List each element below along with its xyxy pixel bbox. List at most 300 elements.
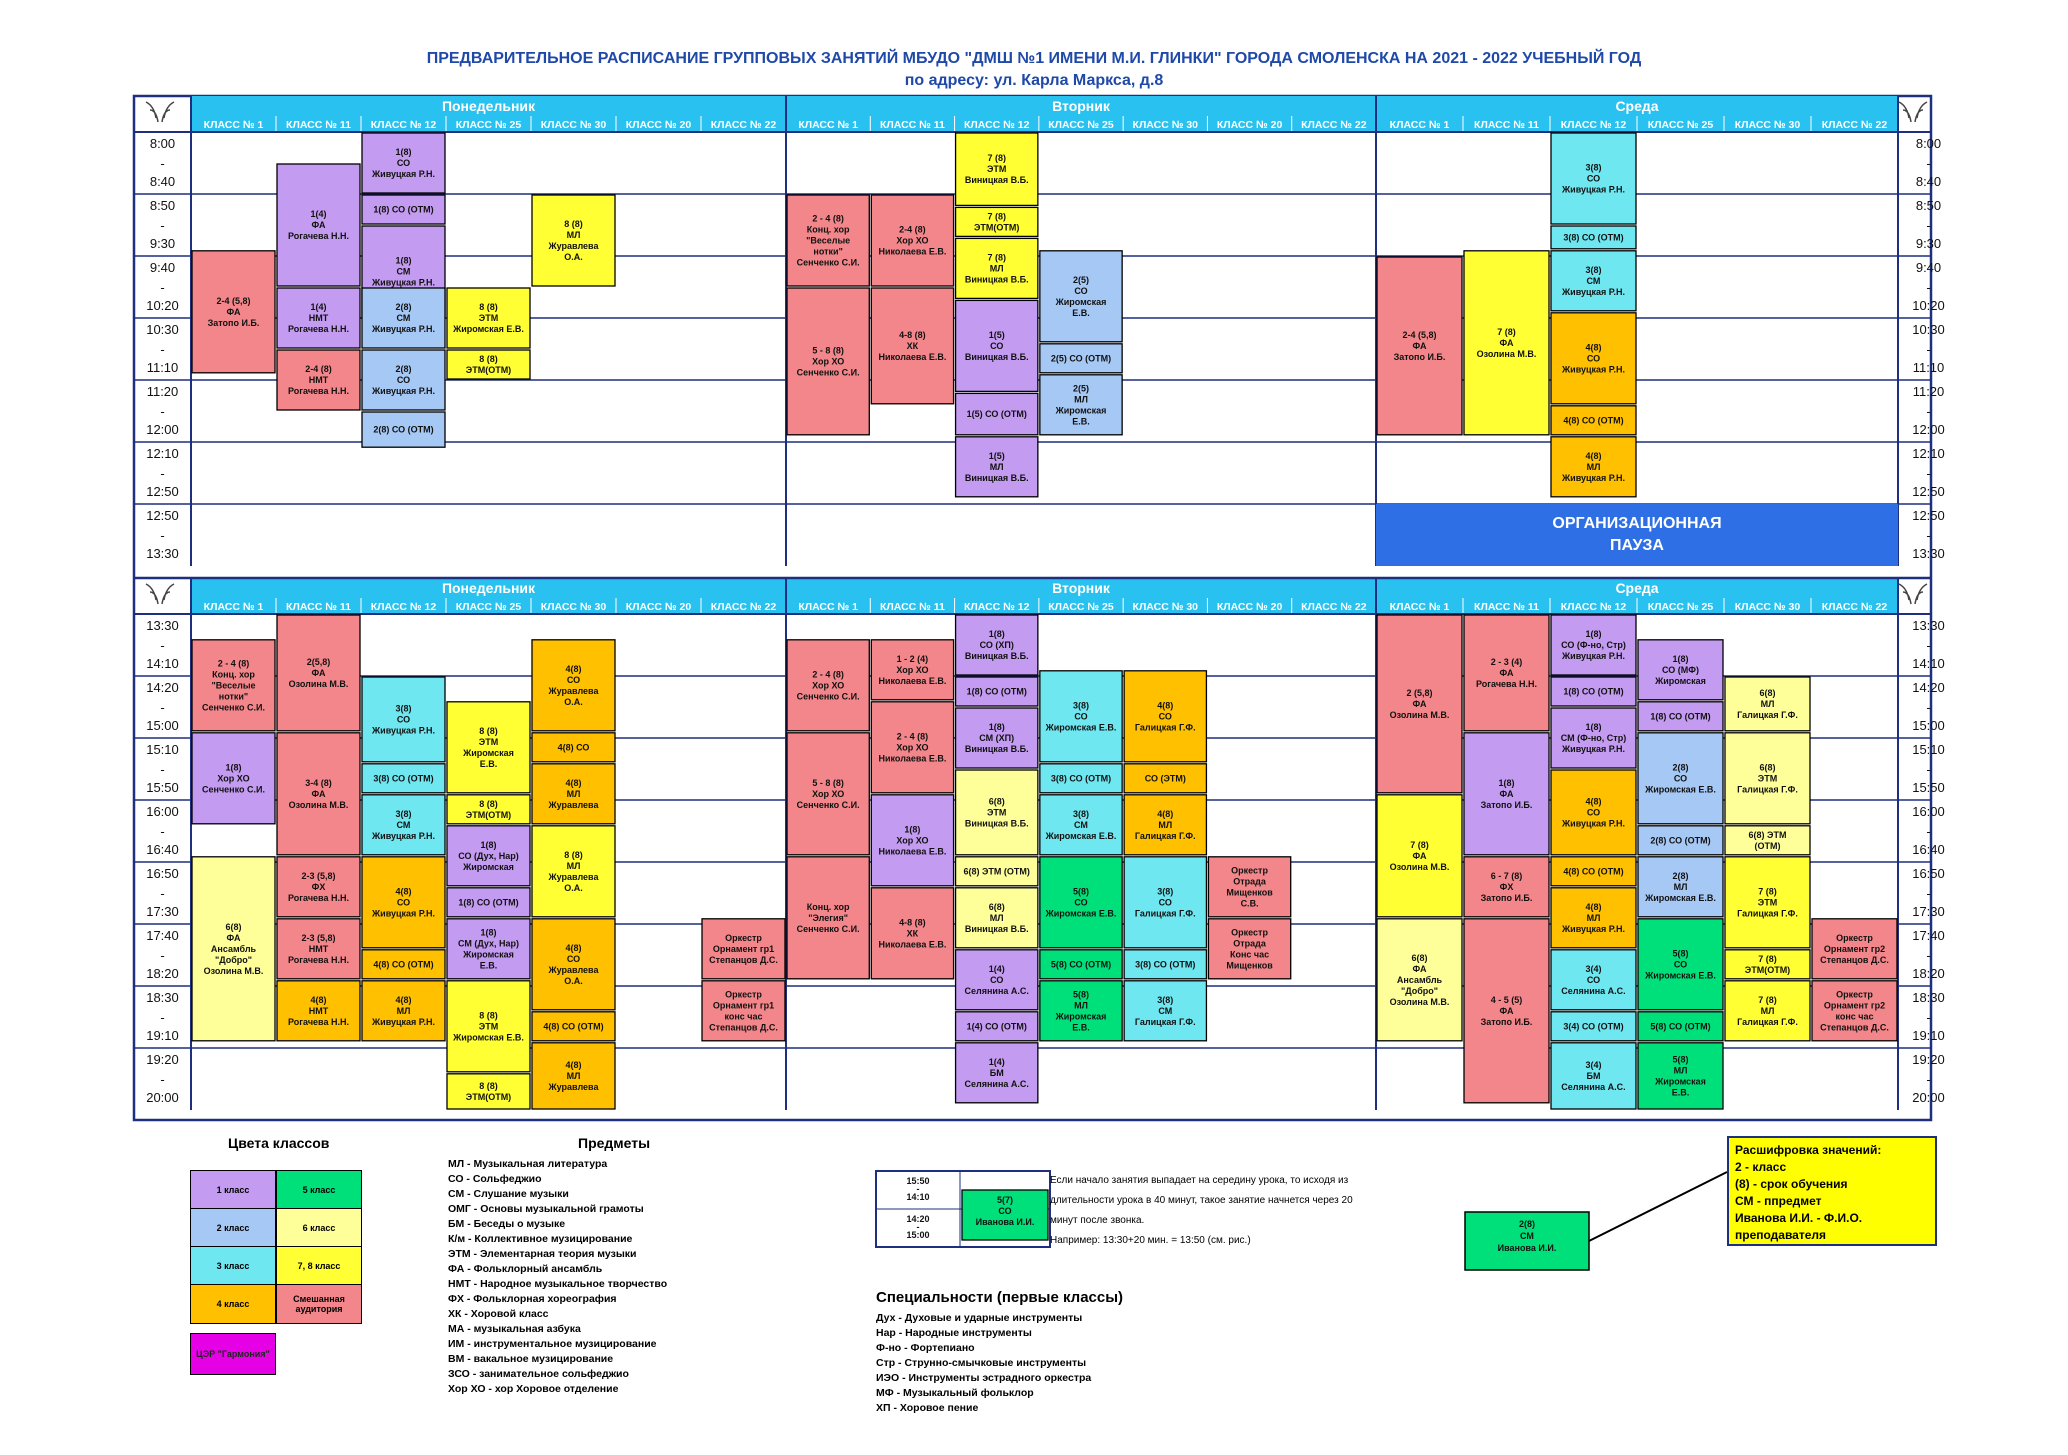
lesson-label: ФА xyxy=(311,788,326,799)
lesson-label: Журавлева xyxy=(548,871,599,882)
lesson-label: Николаева Е.В. xyxy=(878,675,947,686)
angel-icon-path xyxy=(146,584,174,604)
time-start-label: 11:20 xyxy=(1912,384,1945,399)
lesson-label: МЛ xyxy=(566,1070,581,1081)
lesson-label: Затопо И.Б. xyxy=(207,317,260,328)
sample-block-label: Иванова И.И. xyxy=(1497,1243,1557,1253)
lesson-label: 5 - 8 (8) xyxy=(812,345,844,356)
lesson-label: Озолина М.В. xyxy=(288,678,349,689)
lesson-label: 5 - 8 (8) xyxy=(812,777,844,788)
subject-item: МЛ - Музыкальная литература xyxy=(448,1158,608,1170)
time-start-label: 11:20 xyxy=(146,384,179,399)
lesson-label: Селянина А.С. xyxy=(964,985,1029,996)
example-time: - xyxy=(916,1222,920,1232)
lesson-label: 8 (8) xyxy=(564,219,583,229)
subject-item: ИМ - инструментальное музицирование xyxy=(448,1338,657,1350)
lesson-label: ФХ xyxy=(311,881,326,892)
lesson-label: 1(4) СО (ОТМ) xyxy=(966,1021,1027,1032)
time-dash: - xyxy=(1926,156,1931,171)
room-header-top: КЛАСС № 12 xyxy=(370,119,437,131)
angel-icon-path xyxy=(146,102,174,122)
lesson-label: 2 - 4 (8) xyxy=(812,669,844,680)
lesson-label: 4(8) xyxy=(1585,901,1602,912)
lesson-label: нотки" xyxy=(813,246,843,257)
room-header-bottom: КЛАСС № 20 xyxy=(625,601,692,613)
time-start-label: 9:40 xyxy=(1915,260,1942,275)
time-end-label: 15:00 xyxy=(146,718,179,733)
time-dash: - xyxy=(160,762,165,777)
lesson-label: МЛ xyxy=(989,263,1004,274)
lesson-label: 2 - 4 (8) xyxy=(812,213,844,224)
lesson-label: 1(8) СО (ОТМ) xyxy=(373,204,434,215)
lesson-label: СО xyxy=(396,897,411,908)
lesson-label: ФА xyxy=(1412,698,1427,709)
time-end-label: 12:00 xyxy=(1912,422,1945,437)
time-dash: - xyxy=(1926,466,1931,481)
time-end-label: 17:30 xyxy=(146,904,179,919)
lesson-label: 3(4) xyxy=(1585,1059,1602,1070)
lesson-label: 2(8) xyxy=(1672,870,1689,881)
example-block-label: Иванова И.И. xyxy=(975,1217,1035,1227)
lesson-label: 4(8) xyxy=(310,994,327,1005)
lesson-label: СО xyxy=(1074,897,1088,908)
room-header-top: КЛАСС № 25 xyxy=(1647,119,1714,131)
decode-line: Иванова И.И. - Ф.И.О. xyxy=(1735,1211,1863,1225)
lesson-label: "Добро" xyxy=(1400,985,1439,996)
lesson-label: Селянина А.С. xyxy=(1561,1081,1626,1092)
lesson-label: 2(8) xyxy=(1672,762,1689,773)
lesson-label: нотки" xyxy=(218,691,249,702)
lesson-label: 1(8) xyxy=(395,255,412,266)
lesson-label: Озолина М.В. xyxy=(1389,709,1450,720)
time-start-label: 15:10 xyxy=(146,742,179,757)
lesson-label: 1 - 2 (4) xyxy=(896,653,929,664)
lesson-label: Жиромская xyxy=(463,949,514,960)
lesson-label: Озолина М.В. xyxy=(1389,861,1450,872)
lesson-label: 6(8) xyxy=(1759,687,1776,698)
lesson-label: Журавлева xyxy=(548,685,599,696)
time-start-label: 12:10 xyxy=(1912,446,1945,461)
lesson-label: 3(4) СО (ОТМ) xyxy=(1563,1021,1624,1032)
lesson-label: 1(5) СО (ОТМ) xyxy=(966,409,1027,420)
lesson-label: МЛ xyxy=(566,860,581,871)
angel-icon-path xyxy=(1899,102,1927,122)
lesson-label: Жиромская Е.В. xyxy=(1645,784,1716,795)
lesson-label: (ОТМ) xyxy=(1754,840,1781,851)
lesson-label: СО xyxy=(990,974,1004,985)
lesson-label: СО (ЭТМ) xyxy=(1144,773,1186,784)
lesson-label: Николаева Е.В. xyxy=(878,846,947,857)
lesson-label: НМТ xyxy=(308,943,329,954)
time-dash: - xyxy=(1926,886,1931,901)
lesson-label: 7 (8) xyxy=(1497,326,1516,337)
time-dash: - xyxy=(1926,638,1931,653)
lesson-label: 2(8) xyxy=(395,302,412,312)
time-dash: - xyxy=(1926,762,1931,777)
room-header-bottom: КЛАСС № 11 xyxy=(879,601,945,613)
lesson-label: НМТ xyxy=(308,375,329,385)
lesson-label: Хор ХО xyxy=(896,235,929,246)
lesson-label: ФА xyxy=(1499,667,1514,678)
lesson-label: 6(8) xyxy=(225,921,242,932)
lesson-label: ФА xyxy=(311,220,326,230)
lesson-label: 1(5) xyxy=(988,329,1005,340)
lesson-label: СМ xyxy=(1074,819,1088,830)
lesson-label: 2(5) СО (ОТМ) xyxy=(1050,353,1112,364)
room-header-bottom: КЛАСС № 25 xyxy=(1647,601,1714,613)
decode-line: (8) - срок обучения xyxy=(1735,1177,1848,1191)
time-dash: - xyxy=(160,1010,165,1025)
time-end-label: 18:20 xyxy=(146,966,179,981)
lesson-label: 1(8) xyxy=(1585,629,1602,639)
lesson-label: Галицкая Г.Ф. xyxy=(1737,908,1798,919)
example-block-label: СО xyxy=(998,1206,1012,1216)
lesson-label: 1(8) СО (ОТМ) xyxy=(1650,711,1711,722)
lesson-label: МЛ xyxy=(1760,698,1775,709)
subject-item: ВМ - вакальное музицирование xyxy=(448,1353,614,1365)
lesson-label: Отрада xyxy=(1233,876,1266,887)
lesson-label: Хор ХО xyxy=(812,680,845,691)
lesson-label: Е.В. xyxy=(479,758,498,769)
example-time: - xyxy=(916,1184,920,1194)
lesson-label: Галицкая Г.Ф. xyxy=(1737,1016,1798,1027)
lesson-label: Живуцкая Р.Н. xyxy=(372,908,435,919)
lesson-label: Хор ХО xyxy=(896,664,929,675)
room-header-top: КЛАСС № 20 xyxy=(625,119,692,131)
room-header-top: КЛАСС № 12 xyxy=(963,119,1030,131)
lesson-label: 2-4 (5,8) xyxy=(1402,329,1437,340)
lesson-label: Виницкая В.Б. xyxy=(964,175,1029,186)
lesson-label: МЛ xyxy=(1586,912,1601,923)
lesson-label: Виницкая В.Б. xyxy=(964,818,1029,829)
class-color-box: Смешанная аудитория xyxy=(276,1284,362,1324)
subject-item: К/м - Коллективное музицирование xyxy=(448,1233,633,1245)
class-color-box: 6 класс xyxy=(276,1208,362,1248)
time-start-label: 8:50 xyxy=(1915,198,1942,213)
time-start-label: 14:20 xyxy=(146,680,179,695)
lesson-label: Виницкая В.Б. xyxy=(964,923,1029,934)
time-end-label: 13:30 xyxy=(1912,546,1945,561)
time-end-label: 12:00 xyxy=(146,422,179,437)
lesson-label: 2-4 (8) xyxy=(305,364,332,374)
time-dash: - xyxy=(1926,218,1931,233)
lesson-label: СМ (Ф-но, Стр) xyxy=(1560,733,1627,743)
lesson-label: Оркестр xyxy=(1836,932,1873,943)
lesson-label: 4(8) xyxy=(565,1059,582,1070)
lesson-label: 4-8 (8) xyxy=(899,917,926,928)
specialty-item: Дух - Духовые и ударные инструменты xyxy=(876,1312,1083,1324)
lesson-label: 4(8) xyxy=(565,942,582,953)
lesson-label: Николаева Е.В. xyxy=(878,351,947,362)
lesson-label: МЛ xyxy=(566,230,581,240)
lesson-label: СМ (Дух, Нар) xyxy=(457,938,520,949)
lesson-label: Николаева Е.В. xyxy=(878,939,947,950)
subject-item: ЭТМ - Элементарная теория музыки xyxy=(448,1248,637,1260)
lesson-label: Сенченко С.И. xyxy=(202,702,265,713)
lesson-label: ЭТМ(ОТМ) xyxy=(465,365,512,375)
lesson-label: Конс час xyxy=(1229,949,1270,960)
lesson-label: Орнамент гр1 xyxy=(712,943,775,954)
lesson-label: Журавлева xyxy=(548,1081,599,1092)
lesson-label: Хор ХО xyxy=(217,773,250,784)
room-header-top: КЛАСС № 11 xyxy=(879,119,945,131)
lesson-label: Затопо И.Б. xyxy=(1393,351,1446,362)
time-dash: - xyxy=(160,280,165,295)
room-header-bottom: КЛАСС № 11 xyxy=(286,601,351,613)
time-end-label: 17:30 xyxy=(1912,904,1945,919)
specialties-list xyxy=(876,1311,1206,1416)
lesson-label: Хор ХО xyxy=(896,742,929,753)
room-header-top: КЛАСС № 11 xyxy=(1474,119,1539,131)
lesson-label: 5(8) СО (ОТМ) xyxy=(1650,1021,1711,1032)
room-header-bottom: КЛАСС № 12 xyxy=(1560,601,1627,613)
lesson-label: 4(8) xyxy=(1585,342,1602,353)
time-dash: - xyxy=(1926,948,1931,963)
subjects-list xyxy=(448,1157,708,1397)
time-start-label: 12:50 xyxy=(146,508,179,523)
room-header-bottom: КЛАСС № 1 xyxy=(1389,601,1450,613)
sample-block-label: СМ xyxy=(1520,1231,1534,1241)
time-dash: - xyxy=(1926,700,1931,715)
lesson-label: Жиромская xyxy=(1055,1011,1107,1022)
lesson-label: 3(8) xyxy=(1157,886,1174,897)
room-header-bottom: КЛАСС № 12 xyxy=(370,601,437,613)
lesson-label: Озолина М.В. xyxy=(1476,348,1537,359)
lesson-label: Журавлева xyxy=(548,241,599,251)
lesson-label: 3(8) xyxy=(1157,994,1174,1005)
lesson-label: ЭТМ xyxy=(987,164,1007,175)
lesson-label: ЭТМ xyxy=(478,313,499,323)
lesson-label: 2-3 (5,8) xyxy=(301,870,336,881)
lesson-label: 2 - 4 (8) xyxy=(217,658,250,669)
lesson-label: ЭТМ xyxy=(987,807,1007,818)
lesson-label: Хор ХО xyxy=(812,788,845,799)
lesson-label: Журавлева xyxy=(548,799,599,810)
lesson-label: 8 (8) xyxy=(479,725,498,736)
time-start-label: 17:40 xyxy=(146,928,179,943)
org-pause-label: ОРГАНИЗАЦИОННАЯ xyxy=(1552,515,1722,532)
lesson-label: Рогачева Н.Н. xyxy=(1476,678,1537,689)
lesson-label: Орнамент гр2 xyxy=(1823,1000,1886,1011)
time-end-label: 19:10 xyxy=(1912,1028,1945,1043)
lesson-label: СО (Ф-но, Стр) xyxy=(1561,640,1626,650)
lesson-label: МЛ xyxy=(566,788,581,799)
lesson-label: 2(8) СО (ОТМ) xyxy=(1650,835,1711,846)
lesson-label: Конц. хор xyxy=(806,224,850,235)
time-start-label: 12:10 xyxy=(146,446,179,461)
lesson-label: 2 (5,8) xyxy=(1406,687,1433,698)
lesson-label: Затопо И.Б. xyxy=(1480,1016,1533,1027)
room-header-bar-top xyxy=(191,116,1898,132)
specialties-title: Специальности (первые классы) xyxy=(876,1289,1124,1306)
lesson-label: Жиромская xyxy=(463,861,514,872)
time-start-label: 10:30 xyxy=(1912,322,1945,337)
time-dash: - xyxy=(160,700,165,715)
subject-item: БМ - Беседы о музыке xyxy=(448,1218,566,1230)
time-end-label: 15:00 xyxy=(1912,718,1945,733)
lesson-label: СО xyxy=(566,953,581,964)
time-start-label: 12:50 xyxy=(1912,508,1945,523)
room-header-top: КЛАСС № 20 xyxy=(1216,119,1283,131)
lesson-label: СО xyxy=(1074,285,1088,296)
lesson-label: Рогачева Н.Н. xyxy=(288,892,349,903)
time-end-label: 14:10 xyxy=(146,656,179,671)
lesson-label: 1(4) xyxy=(988,1056,1005,1067)
time-dash: - xyxy=(160,156,165,171)
lesson-label: СО xyxy=(1586,974,1601,985)
lesson-label: 5(8) xyxy=(1672,1054,1689,1065)
lesson-label: Николаева Е.В. xyxy=(878,753,947,764)
lesson-label: ЭТМ(ОТМ) xyxy=(1744,964,1791,975)
lesson-label: 5(8) СО (ОТМ) xyxy=(1050,959,1112,970)
subjects-title: Предметы xyxy=(578,1135,651,1151)
lesson-label: Живуцкая Р.Н. xyxy=(372,277,435,288)
class-color-box: ЦЭР "Гармония" xyxy=(190,1333,276,1375)
lesson-label: Жиромская Е.В. xyxy=(453,1032,524,1043)
lesson-label: Жиромская xyxy=(1655,675,1706,686)
decode-title: Расшифровка значений: xyxy=(1735,1143,1882,1157)
lesson-label: ФА xyxy=(1412,340,1427,351)
lesson-label: Орнамент гр2 xyxy=(1823,943,1886,954)
lesson-label: 3(8) СО (ОТМ) xyxy=(1563,232,1624,243)
decode-lines xyxy=(1735,1159,1929,1244)
time-start-label: 16:50 xyxy=(146,866,179,881)
angel-icon xyxy=(146,102,174,122)
lesson-label: 6(8) xyxy=(1411,952,1428,963)
class-color-box: 1 класс xyxy=(190,1170,276,1210)
lesson-label: 3(8) xyxy=(395,703,412,714)
lesson-label: МЛ xyxy=(989,461,1004,472)
lesson-label: 1(8) xyxy=(480,839,497,850)
subjects-legend xyxy=(448,1136,708,1397)
lesson-label: 6(8) xyxy=(988,796,1005,807)
time-start-label: 19:20 xyxy=(1912,1052,1945,1067)
lesson-label: Жиромская Е.В. xyxy=(1045,908,1117,919)
lesson-label: Живуцкая Р.Н. xyxy=(372,725,435,736)
time-end-label: 11:10 xyxy=(146,360,179,375)
lesson-label: 2 - 4 (8) xyxy=(896,731,929,742)
lesson-label: ХК xyxy=(906,928,919,939)
lesson-label: Оркестр xyxy=(725,932,762,943)
decode-line: преподавателя xyxy=(1735,1228,1827,1242)
example-time: 14:20 xyxy=(906,1214,930,1224)
lesson-label: 1(8) xyxy=(988,722,1005,732)
lesson-label: Степанцов Д.С. xyxy=(709,954,778,965)
lesson-label: 3(8) xyxy=(1585,264,1602,275)
lesson-label: 2(5) xyxy=(1072,274,1090,285)
org-pause-label: ПАУЗА xyxy=(1610,537,1664,554)
time-start-label: 18:30 xyxy=(146,990,179,1005)
lesson-label: Затопо И.Б. xyxy=(1480,799,1533,810)
lesson-label: СО xyxy=(1673,773,1688,784)
lesson-label: ФА xyxy=(226,306,241,317)
lesson-label: Живуцкая Р.Н. xyxy=(1562,923,1625,934)
lesson-label: 1(8) СО (ОТМ) xyxy=(966,686,1027,697)
lesson-label: О.А. xyxy=(564,882,583,893)
lesson-label: Е.В. xyxy=(479,960,498,971)
day-header-top: Среда xyxy=(1615,98,1659,114)
subject-item: ЗСО - занимательное сольфеджио xyxy=(448,1368,629,1380)
time-end-label: 15:50 xyxy=(146,780,179,795)
room-header-bottom: КЛАСС № 30 xyxy=(1734,601,1801,613)
lesson-label: Жиромская Е.В. xyxy=(1045,830,1117,841)
lesson-label: ХК xyxy=(906,340,919,351)
lesson-label: 6 - 7 (8) xyxy=(1490,870,1523,881)
lesson-label: 1(8) xyxy=(904,824,921,835)
lesson-label: Отрада xyxy=(1233,938,1266,949)
subject-item: ФХ - Фольклорная хореография xyxy=(448,1293,617,1305)
lesson-label: 3(8) xyxy=(1585,162,1602,173)
decode-line: СМ - ппредмет xyxy=(1735,1194,1822,1208)
lesson-label: 2 - 3 (4) xyxy=(1490,656,1523,667)
time-dash: - xyxy=(160,466,165,481)
class-color-box: 3 класс xyxy=(190,1246,276,1286)
specialty-item: Стр - Струнно-смычковые инструменты xyxy=(876,1357,1087,1369)
lesson-label: СО xyxy=(1586,353,1601,364)
lesson-label: Виницкая В.Б. xyxy=(964,651,1029,661)
sample-block-label: 2(8) xyxy=(1518,1219,1536,1229)
lesson-label: 4(8) xyxy=(565,777,582,788)
lesson-label: Орнамент гр1 xyxy=(712,1000,775,1011)
time-dash: - xyxy=(160,404,165,419)
lesson-label: 2(8) xyxy=(395,364,412,374)
time-dash: - xyxy=(160,1072,165,1087)
time-end-label: 14:10 xyxy=(1912,656,1945,671)
subject-item: СМ - Слушание музыки xyxy=(448,1188,569,1200)
time-dash: - xyxy=(1926,1010,1931,1025)
day-header-bottom: Понедельник xyxy=(441,580,536,596)
lesson-label: 3(8) СО (ОТМ) xyxy=(373,773,434,784)
lesson-label: Живуцкая Р.Н. xyxy=(372,169,435,179)
lesson-label: Сенченко С.И. xyxy=(796,923,860,934)
room-header-bottom: КЛАСС № 22 xyxy=(710,601,777,613)
lesson-label: 1(4) xyxy=(310,209,327,219)
lesson-label: 1(5) xyxy=(988,450,1005,461)
time-start-label: 14:20 xyxy=(1912,680,1945,695)
lesson-label: 7 (8) xyxy=(1758,994,1777,1005)
room-header-bottom: КЛАСС № 20 xyxy=(1216,601,1283,613)
lesson-label: Мищенков xyxy=(1226,887,1273,898)
lesson-label: ЭТМ xyxy=(1757,897,1778,908)
lesson-label: ЭТМ xyxy=(1757,773,1778,784)
room-header-top: КЛАСС № 25 xyxy=(455,119,522,131)
lesson-label: 3(8) xyxy=(1072,808,1090,819)
angel-icon xyxy=(1899,102,1927,122)
time-start-label: 17:40 xyxy=(1912,928,1945,943)
time-dash: - xyxy=(1926,280,1931,295)
lesson-label: 8 (8) xyxy=(564,849,583,860)
time-end-label: 12:50 xyxy=(1912,484,1945,499)
time-start-label: 15:10 xyxy=(1912,742,1945,757)
lesson-label: Озолина М.В. xyxy=(288,799,349,810)
lesson-label: Живуцкая Р.Н. xyxy=(372,1016,435,1027)
lesson-label: ФА xyxy=(226,932,241,943)
lesson-label: О.А. xyxy=(564,252,583,262)
time-start-label: 13:30 xyxy=(1912,618,1945,633)
lesson-label: Озолина М.В. xyxy=(203,965,264,976)
lesson-label: конс час xyxy=(724,1011,763,1022)
time-end-label: 19:10 xyxy=(146,1028,179,1043)
lesson-label: 4(8) xyxy=(395,886,412,897)
lesson-label: Рогачева Н.Н. xyxy=(288,386,349,396)
lesson-label: ЭТМ(ОТМ) xyxy=(974,222,1020,233)
lesson-label: Конц. хор xyxy=(212,669,255,680)
schedule-subtitle: по адресу: ул. Карла Маркса, д.8 xyxy=(904,72,1164,89)
lesson-label: СО xyxy=(396,375,411,385)
lesson-label: 7 (8) xyxy=(987,211,1006,222)
room-header-top: КЛАСС № 1 xyxy=(1389,119,1450,131)
specialty-item: МФ - Музыкальный фольклор xyxy=(876,1387,1034,1399)
